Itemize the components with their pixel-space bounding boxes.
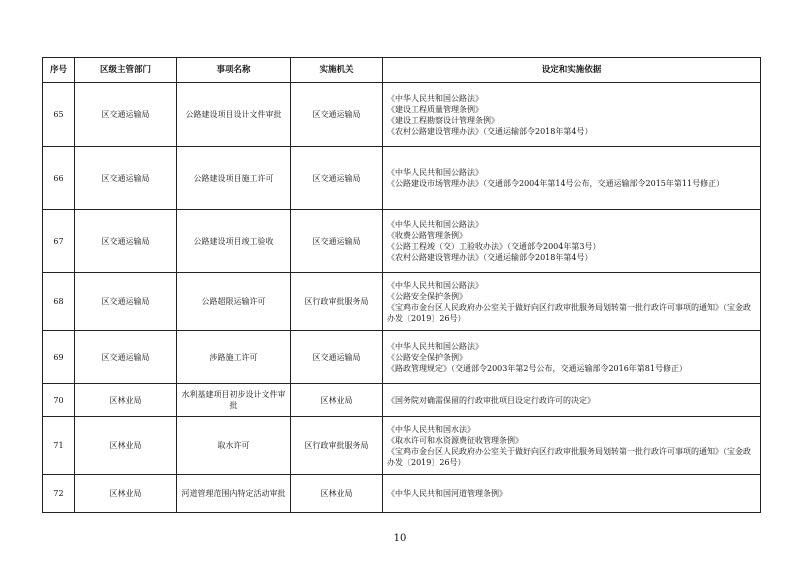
basis-line: 《建设工程质量管理条例》 <box>387 104 483 114</box>
basis-line: 《中华人民共和国公路法》 <box>387 168 483 177</box>
row-agency: 区交通运输局 <box>291 210 383 273</box>
row-dept: 区交通运输局 <box>75 331 177 384</box>
row-item: 公路建设项目设计文件审批 <box>177 83 291 147</box>
row-basis <box>383 331 761 384</box>
row-agency: 区林业局 <box>291 475 383 513</box>
basis-line: 《建设工程勘察设计管理条例》 <box>387 115 499 125</box>
row-basis <box>383 273 761 331</box>
table-row <box>43 210 761 273</box>
row-no: 69 <box>43 331 75 384</box>
table-row <box>43 331 761 384</box>
basis-line: 《国务院对确需保留的行政审批项目设定行政许可的决定》 <box>387 395 595 405</box>
basis-line: 《宝鸡市金台区人民政府办公室关于做好向区行政审批服务局划转第一批行政许可事项的通知》（宝金政办发〔2019〕26号） <box>387 446 751 467</box>
table-row <box>43 147 761 210</box>
row-agency: 区行政审批服务局 <box>291 273 383 331</box>
basis-line: 《公路安全保护条例》 <box>387 291 467 301</box>
row-basis <box>383 147 761 210</box>
row-basis <box>383 83 761 147</box>
row-agency: 区交通运输局 <box>291 147 383 210</box>
row-dept: 区林业局 <box>75 475 177 513</box>
header-item: 事项名称 <box>177 58 291 83</box>
basis-line: 《取水许可和水资源费征收管理条例》 <box>387 435 523 445</box>
row-dept: 区林业局 <box>75 384 177 417</box>
header-agency: 实施机关 <box>291 58 383 83</box>
row-dept: 区林业局 <box>75 417 177 475</box>
basis-line: 《中华人民共和国公路法》 <box>387 93 483 103</box>
row-agency: 区交通运输局 <box>291 83 383 147</box>
basis-line: 《中华人民共和国公路法》 <box>387 341 483 351</box>
table-row <box>43 384 761 417</box>
basis-line: 《中华人民共和国河道管理条例》 <box>387 489 507 498</box>
header-dept: 区级主管部门 <box>75 58 177 83</box>
table-row <box>43 83 761 147</box>
row-agency: 区交通运输局 <box>291 331 383 384</box>
row-dept: 区交通运输局 <box>75 83 177 147</box>
row-agency: 区林业局 <box>291 384 383 417</box>
row-no: 71 <box>43 417 75 475</box>
row-item: 取水许可 <box>177 417 291 475</box>
row-no: 65 <box>43 83 75 147</box>
row-no: 66 <box>43 147 75 210</box>
row-basis <box>383 475 761 513</box>
basis-line: 《收费公路管理条例》 <box>387 231 467 240</box>
permit-table <box>42 57 761 513</box>
row-dept: 区交通运输局 <box>75 210 177 273</box>
row-dept: 区交通运输局 <box>75 147 177 210</box>
row-no: 68 <box>43 273 75 331</box>
basis-line: 《宝鸡市金台区人民政府办公室关于做好向区行政审批服务局划转第一批行政许可事项的通知》（宝金政办发〔2019〕26号） <box>387 302 751 323</box>
row-no: 70 <box>43 384 75 417</box>
table-row <box>43 417 761 475</box>
page-number: 10 <box>393 533 407 544</box>
row-item: 公路建设项目竣工验收 <box>177 210 291 273</box>
basis-line: 《农村公路建设管理办法》（交通运输部令2018年第4号） <box>387 126 593 136</box>
basis-line: 《公路工程竣（交）工验收办法》（交通部令2004年第3号） <box>387 242 601 251</box>
basis-line: 《中华人民共和国水法》 <box>387 424 475 434</box>
table-row <box>43 273 761 331</box>
row-no: 67 <box>43 210 75 273</box>
row-no: 72 <box>43 475 75 513</box>
basis-line: 《中华人民共和国公路法》 <box>387 220 483 229</box>
row-dept: 区交通运输局 <box>75 273 177 331</box>
header-row <box>43 58 761 83</box>
basis-line: 《中华人民共和国公路法》 <box>387 280 483 290</box>
row-item: 公路建设项目施工许可 <box>177 147 291 210</box>
row-item: 公路超限运输许可 <box>177 273 291 331</box>
row-basis <box>383 210 761 273</box>
row-agency: 区行政审批服务局 <box>291 417 383 475</box>
table-row <box>43 475 761 513</box>
basis-line: 《公路建设市场管理办法》（交通部令2004年第14号公布，交通运输部令2015年第11号修正） <box>387 179 725 188</box>
row-basis <box>383 417 761 475</box>
header-no: 序号 <box>43 58 75 83</box>
basis-line: 《农村公路建设管理办法》（交通运输部令2018年第4号） <box>387 253 593 262</box>
basis-line: 《公路安全保护条例》 <box>387 352 467 362</box>
row-item: 河道管理范围内特定活动审批 <box>177 475 291 513</box>
header-basis: 设定和实施依据 <box>383 58 761 83</box>
row-basis <box>383 384 761 417</box>
row-item: 涉路施工许可 <box>177 331 291 384</box>
row-item: 水利基建项目初步设计文件审批 <box>177 384 291 417</box>
basis-line: 《路政管理规定》（交通部令2003年第2号公布，交通运输部令2016年第81号修正） <box>387 363 687 373</box>
